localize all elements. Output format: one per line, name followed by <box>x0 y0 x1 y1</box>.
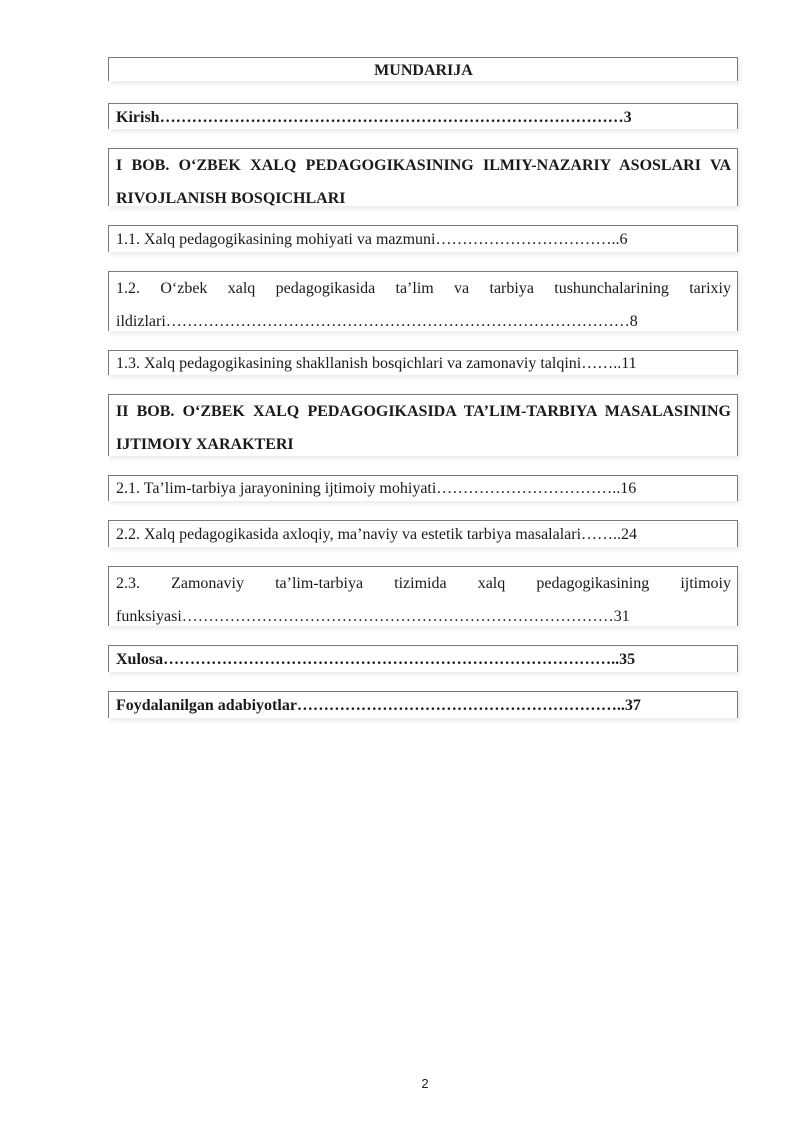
toc-entry-text: Foydalanilgan adabiyotlar……………………………………………………..37 <box>116 697 641 714</box>
toc-entry-text: 1.3. Xalq pedagogikasining shakllanish bosqichlari va zamonaviy talqini……..11 <box>116 355 637 372</box>
toc-entry-xulosa <box>108 645 738 672</box>
toc-entry-2-3 <box>108 566 738 626</box>
toc-entry-1-3 <box>108 350 738 375</box>
page-number: 2 <box>421 1076 429 1091</box>
toc-entry-1-2 <box>108 271 738 331</box>
toc-title <box>108 57 738 81</box>
toc-entry-text: 2.2. Xalq pedagogikasida axloqiy, ma’naviy va estetik tarbiya masalalari……..24 <box>116 526 638 543</box>
toc-entry-text: Kirish……………………………………………………………………………3 <box>116 109 632 126</box>
toc-entry-kirish <box>108 103 738 129</box>
toc-entry-text: 1.1. Xalq pedagogikasining mohiyati va mazmuni……………………………..6 <box>116 231 628 248</box>
toc-entry-chapter-1 <box>108 148 738 206</box>
toc-entry-text: 2.3. Zamonaviy ta’lim-tarbiya tizimida xalq pedagogikasining ijtimoiy funksiyasi………………………………………………………………………31 <box>116 575 731 625</box>
toc-entry-text: II BOB. O‘ZBEK XALQ PEDAGOGIKASIDA TA’LIM-TARBIYA MASALASINING IJTIMOIY XARAKTERI <box>116 403 731 453</box>
toc-entry-text: I BOB. O‘ZBEK XALQ PEDAGOGIKASINING ILMIY-NAZARIY ASOSLARI VA RIVOJLANISH BOSQICHLARI <box>116 157 731 207</box>
toc-title-text: MUNDARIJA <box>374 62 473 79</box>
toc-entry-text: Xulosa…………………………………………………………………………..35 <box>116 651 636 668</box>
toc-entry-2-2 <box>108 520 738 547</box>
toc-entry-2-1 <box>108 475 738 501</box>
toc-entry-text: 1.2. O‘zbek xalq pedagogikasida ta’lim va tarbiya tushunchalarining tarixiy ildizlari……………………………………………………………………………8 <box>116 280 731 330</box>
toc-entry-chapter-2 <box>108 394 738 456</box>
toc-entry-1-1 <box>108 225 738 252</box>
toc-entry-adabiyotlar <box>108 691 738 718</box>
table-of-contents <box>108 57 738 718</box>
toc-entry-text: 2.1. Ta’lim-tarbiya jarayonining ijtimoiy mohiyati……………………………..16 <box>116 480 637 497</box>
